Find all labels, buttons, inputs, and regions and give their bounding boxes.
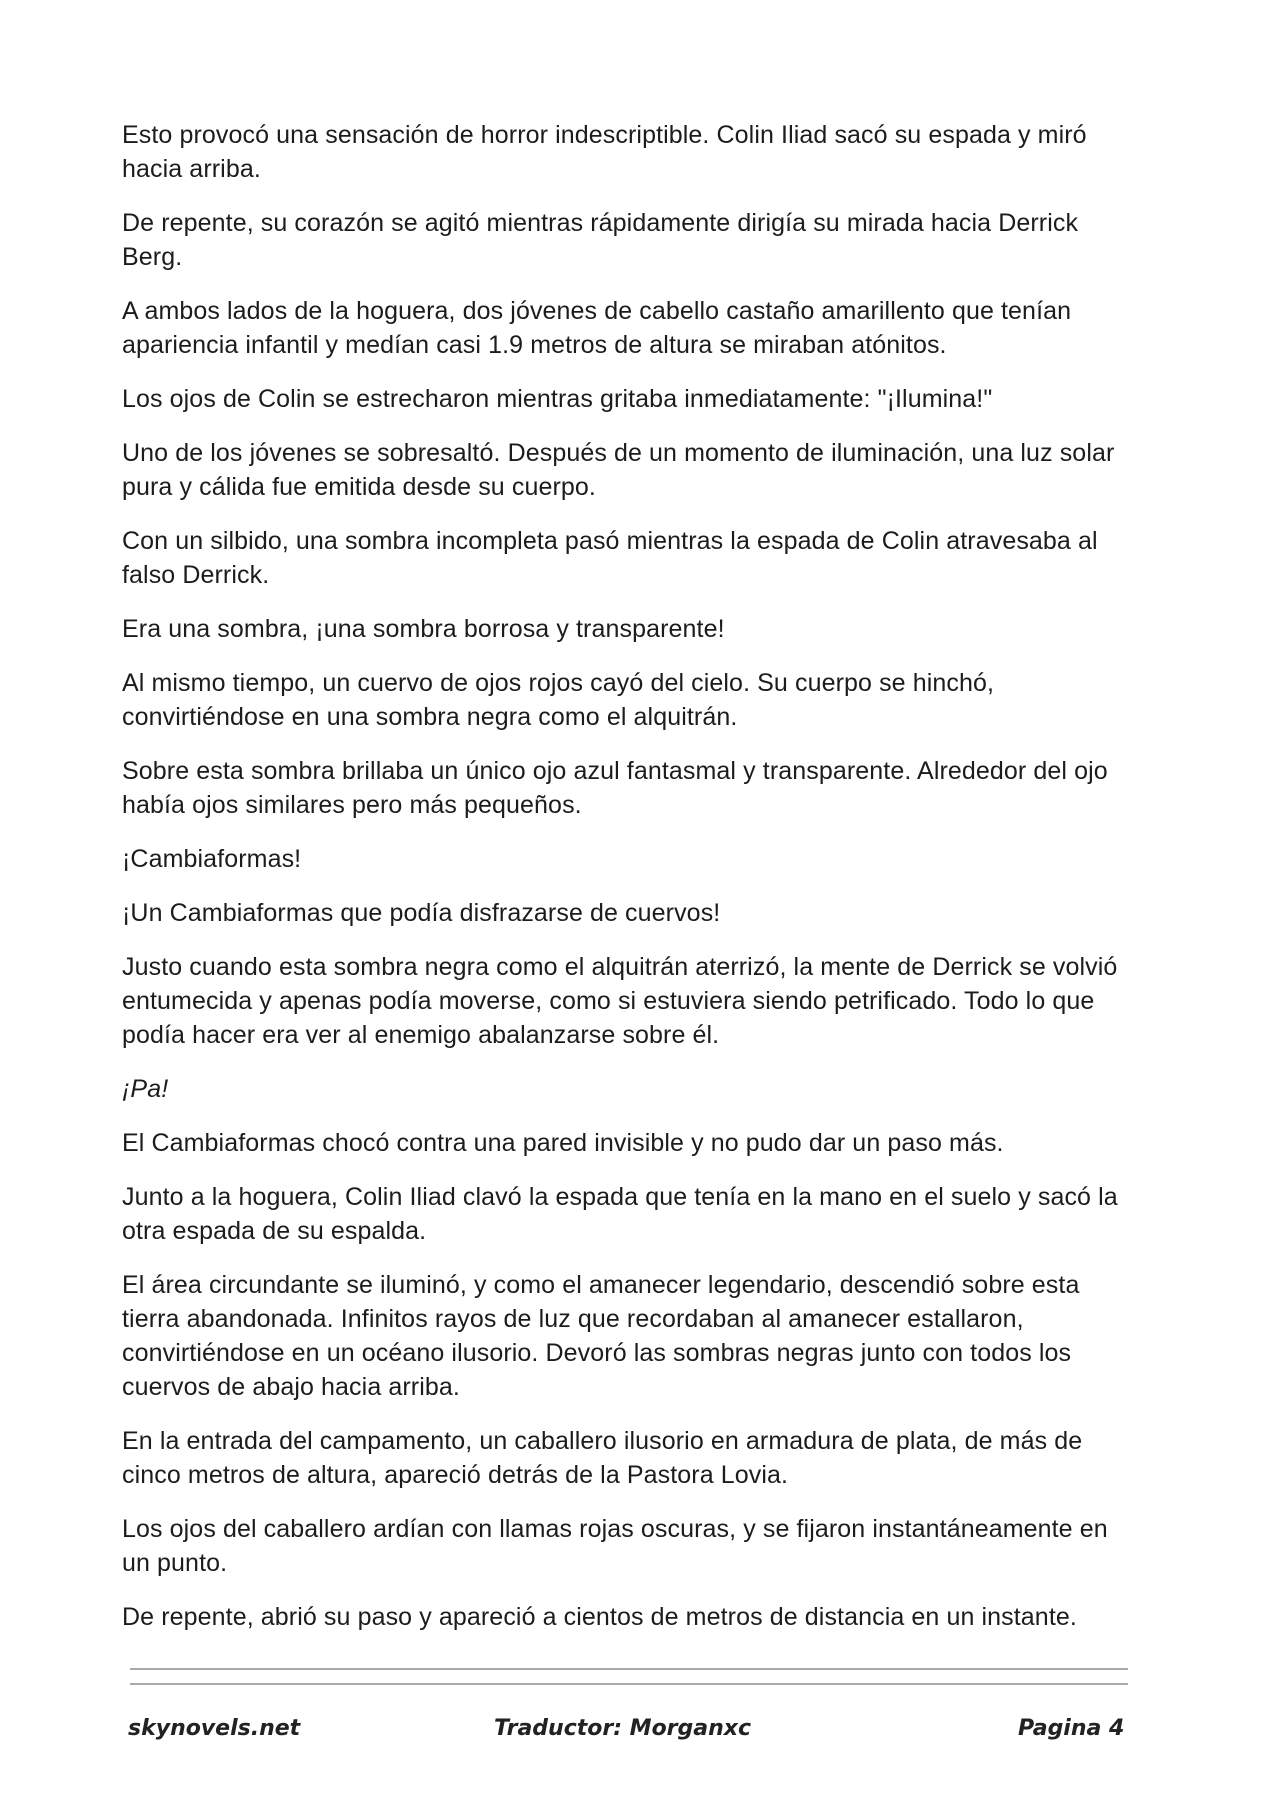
footer-page-number: Pagina 4 bbox=[1018, 1716, 1125, 1741]
paragraph: Al mismo tiempo, un cuervo de ojos rojos cayó del cielo. Su cuerpo se hinchó, convirtiéndose en una sombra negra como el alquitrán. bbox=[122, 669, 995, 731]
footer-divider-top bbox=[130, 1668, 1128, 1670]
paragraph: De repente, su corazón se agitó mientras rápidamente dirigía su mirada hacia Derrick Berg. bbox=[122, 209, 1079, 271]
chapter-body bbox=[122, 118, 1132, 1654]
paragraph: Con un silbido, una sombra incompleta pasó mientras la espada de Colin atravesaba al falso Derrick. bbox=[122, 527, 1098, 589]
footer-divider-bottom bbox=[130, 1683, 1128, 1685]
paragraph: En la entrada del campamento, un caballero ilusorio en armadura de plata, de más de cinco metros de altura, apareció detrás de la Pastora Lovia. bbox=[122, 1427, 1083, 1489]
paragraph: Sobre esta sombra brillaba un único ojo azul fantasmal y transparente. Alrededor del ojo había ojos similares pero más pequeños. bbox=[122, 757, 1108, 819]
paragraph: ¡Cambiaformas! bbox=[122, 845, 302, 873]
paragraph: El área circundante se iluminó, y como el amanecer legendario, descendió sobre esta tierra abandonada. Infinitos rayos de luz que recordaban al amanecer estallaron, convirtiéndose en un océano ilusorio. Devoró las sombras negras junto con todos los cuervos de abajo hacia arriba. bbox=[122, 1271, 1080, 1401]
paragraph: Uno de los jóvenes se sobresaltó. Después de un momento de iluminación, una luz solar pura y cálida fue emitida desde su cuerpo. bbox=[122, 439, 1115, 501]
footer-translator: Traductor: Morganxc bbox=[494, 1716, 752, 1741]
footer-site: skynovels.net bbox=[128, 1716, 301, 1741]
paragraph: A ambos lados de la hoguera, dos jóvenes de cabello castaño amarillento que tenían apariencia infantil y medían casi 1.9 metros de altura se miraban atónitos. bbox=[122, 297, 1072, 359]
paragraph: Esto provocó una sensación de horror indescriptible. Colin Iliad sacó su espada y miró hacia arriba. bbox=[122, 121, 1087, 183]
paragraph: De repente, abrió su paso y apareció a cientos de metros de distancia en un instante. bbox=[122, 1603, 1077, 1631]
paragraph: ¡Un Cambiaformas que podía disfrazarse de cuervos! bbox=[122, 899, 721, 927]
paragraph: Justo cuando esta sombra negra como el alquitrán aterrizó, la mente de Derrick se volvió entumecida y apenas podía moverse, como si estuviera siendo petrificado. Todo lo que podía hacer era ver al enemigo abalanzarse sobre él. bbox=[122, 953, 1118, 1049]
paragraph: Junto a la hoguera, Colin Iliad clavó la espada que tenía en la mano en el suelo y sacó la otra espada de su espalda. bbox=[122, 1183, 1118, 1245]
paragraph: Los ojos de Colin se estrecharon mientras gritaba inmediatamente: "¡Ilumina!" bbox=[122, 385, 993, 413]
paragraph: Los ojos del caballero ardían con llamas rojas oscuras, y se fijaron instantáneamente en un punto. bbox=[122, 1515, 1108, 1577]
paragraph-sound-effect: ¡Pa! bbox=[122, 1075, 169, 1103]
paragraph: El Cambiaformas chocó contra una pared invisible y no pudo dar un paso más. bbox=[122, 1129, 1004, 1157]
paragraph: Era una sombra, ¡una sombra borrosa y transparente! bbox=[122, 615, 725, 643]
